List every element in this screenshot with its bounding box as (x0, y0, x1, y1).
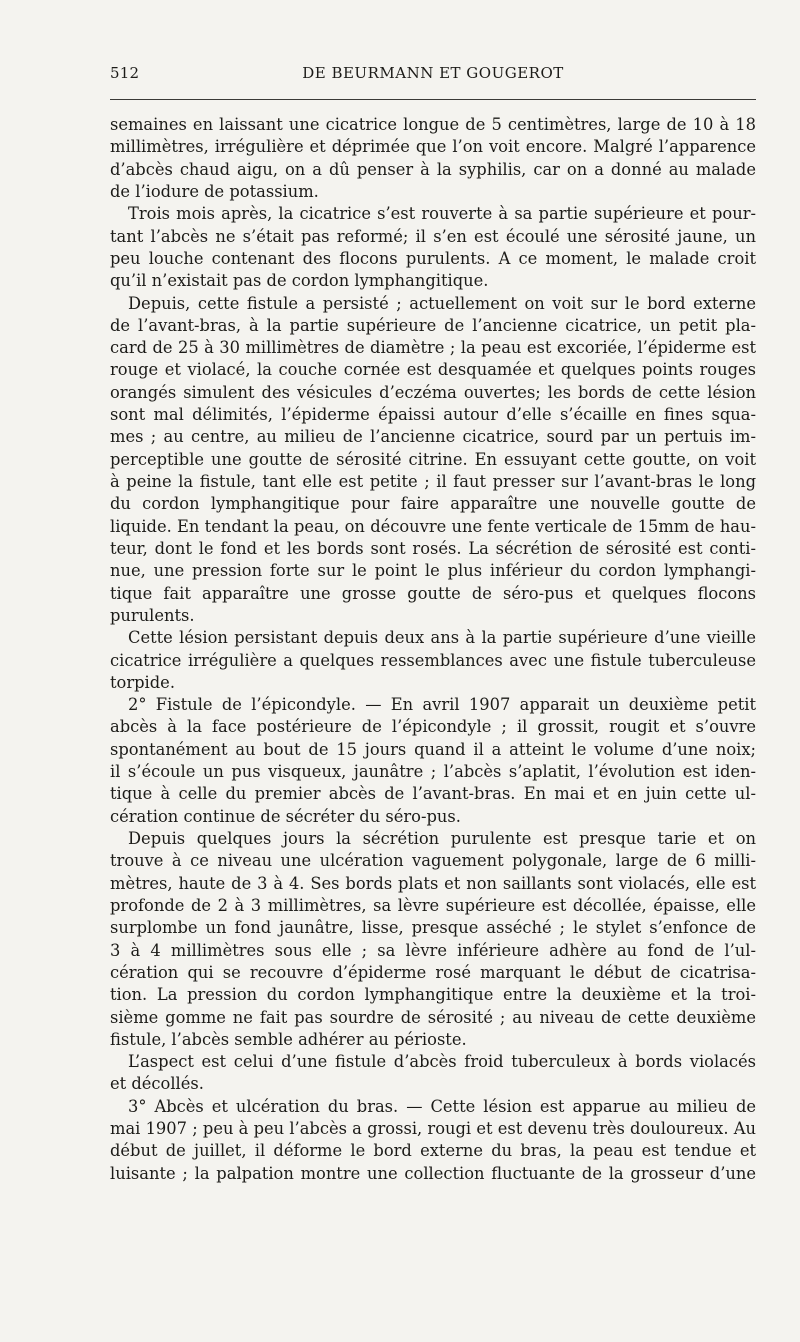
text-line: rouge et violacé, la couche cornée est desquamée et quelques points rouges (110, 360, 756, 380)
text-line: L’aspect est celui d’une fistule d’abcès froid tuberculeux à bords violacés (128, 1052, 756, 1072)
text-line: perceptible une goutte de sérosité citrine. En essuyant cette goutte, on voit (110, 449, 756, 469)
running-head: DE BEURMANN ET GOUGEROT (302, 64, 564, 82)
text-line: sont mal délimités, l’épiderme épaissi autour d’elle s’écaille en fines squa- (110, 405, 756, 425)
text-line: mes ; au centre, au milieu de l’ancienne cicatrice, sourd par un pertuis im- (110, 427, 756, 447)
text-line: torpide. (110, 672, 175, 692)
text-line: tique fait apparaître une grosse goutte de séro-pus et quelques flocons (110, 583, 756, 603)
body-text (110, 114, 756, 1185)
text-line: purulents. (110, 605, 195, 625)
text-line: tant l’abcès ne s’était pas reformé; il s’en est écoulé une sérosité jaune, un (110, 226, 756, 246)
text-line: qu’il n’existait pas de cordon lymphangitique. (110, 271, 489, 291)
text-line: Depuis quelques jours la sécrétion purulente est presque tarie et on (128, 829, 756, 848)
text-line: peu louche contenant des flocons purulents. A ce moment, le malade croit (110, 248, 756, 268)
text-line: tion. La pression du cordon lymphangitique entre la deuxième et la troi- (110, 985, 756, 1005)
text-line: d’abcès chaud aigu, on a dû penser à la syphilis, car on a donné au malade (110, 159, 756, 179)
text-line: card de 25 à 30 millimètres de diamètre ; la peau est excoriée, l’épiderme est (110, 338, 756, 358)
text-line: abcès à la face postérieure de l’épicondyle ; il grossit, rougit et s’ouvre (110, 717, 756, 737)
text-line: millimètres, irrégulière et déprimée que l’on voit encore. Malgré l’apparence (110, 137, 756, 157)
text-line: trouve à ce niveau une ulcération vaguement polygonale, large de 6 milli- (110, 851, 756, 871)
text-line: du cordon lymphangitique pour faire apparaître une nouvelle goutte de (110, 494, 756, 514)
page-header (110, 64, 756, 88)
text-line: et décollés. (110, 1074, 204, 1094)
text-line: Cette lésion persistant depuis deux ans à la partie supérieure d’une vieille (128, 628, 756, 648)
text-line: il s’écoule un pus visqueux, jaunâtre ; l’abcès s’aplatit, l’évolution est iden- (110, 762, 756, 782)
text-line: 3° Abcès et ulcération du bras. — Cette lésion est apparue au milieu de (128, 1096, 756, 1116)
header-rule (110, 99, 756, 100)
text-line: à peine la fistule, tant elle est petite ; il faut presser sur l’avant-bras le long (110, 472, 756, 491)
text-line: sième gomme ne fait pas sourdre de sérosité ; au niveau de cette deuxième (110, 1007, 756, 1027)
text-line: spontanément au bout de 15 jours quand il a atteint le volume d’une noix; (110, 739, 756, 759)
text-line: début de juillet, il déforme le bord externe du bras, la peau est tendue et (110, 1141, 756, 1161)
text-line: surplombe un fond jaunâtre, lisse, presque asséché ; le stylet s’enfonce de (110, 918, 756, 938)
text-line: mai 1907 ; peu à peu l’abcès a grossi, rougi et est devenu très douloureux. Au (110, 1119, 756, 1139)
text-line: 3 à 4 millimètres sous elle ; sa lèvre inférieure adhère au fond de l’ul- (110, 940, 756, 960)
text-line: de l’avant-bras, à la partie supérieure de l’ancienne cicatrice, un petit pla- (110, 315, 756, 335)
text-line: cération continue de sécréter du séro-pus. (110, 806, 461, 826)
text-line: Trois mois après, la cicatrice s’est rouverte à sa partie supérieure et pour- (128, 204, 756, 224)
text-line: semaines en laissant une cicatrice longue de 5 centimètres, large de 10 à 18 (110, 115, 756, 134)
page-number: 512 (110, 64, 140, 82)
text-line: liquide. En tendant la peau, on découvre une fente verticale de 15mm de hau- (110, 516, 756, 536)
text-line: orangés simulent des vésicules d’eczéma ouvertes; les bords de cette lésion (110, 382, 756, 402)
text-line: nue, une pression forte sur le point le plus inférieur du cordon lymphangi- (110, 561, 756, 581)
text-line: 2° Fistule de l’épicondyle. — En avril 1907 apparait un deuxième petit (128, 695, 756, 715)
text-line: cicatrice irrégulière a quelques ressemblances avec une fistule tuberculeuse (110, 650, 756, 670)
text-line: mètres, haute de 3 à 4. Ses bords plats et non saillants sont violacés, elle est (110, 873, 756, 893)
text-line: teur, dont le fond et les bords sont rosés. La sécrétion de sérosité est conti- (110, 538, 756, 558)
text-line: tique à celle du premier abcès de l’avant-bras. En mai et en juin cette ul- (110, 784, 756, 804)
text-line: Depuis, cette fistule a persisté ; actuellement on voit sur le bord externe (128, 293, 756, 313)
text-line: luisante ; la palpation montre une collection fluctuante de la grosseur d’une (110, 1163, 756, 1183)
text-line: cération qui se recouvre d’épiderme rosé marquant le début de cicatrisa- (110, 962, 756, 982)
text-line: fistule, l’abcès semble adhérer au périoste. (110, 1029, 467, 1049)
text-line: de l’iodure de potassium. (110, 181, 319, 201)
text-line: profonde de 2 à 3 millimètres, sa lèvre supérieure est décollée, épaisse, elle (110, 895, 756, 915)
